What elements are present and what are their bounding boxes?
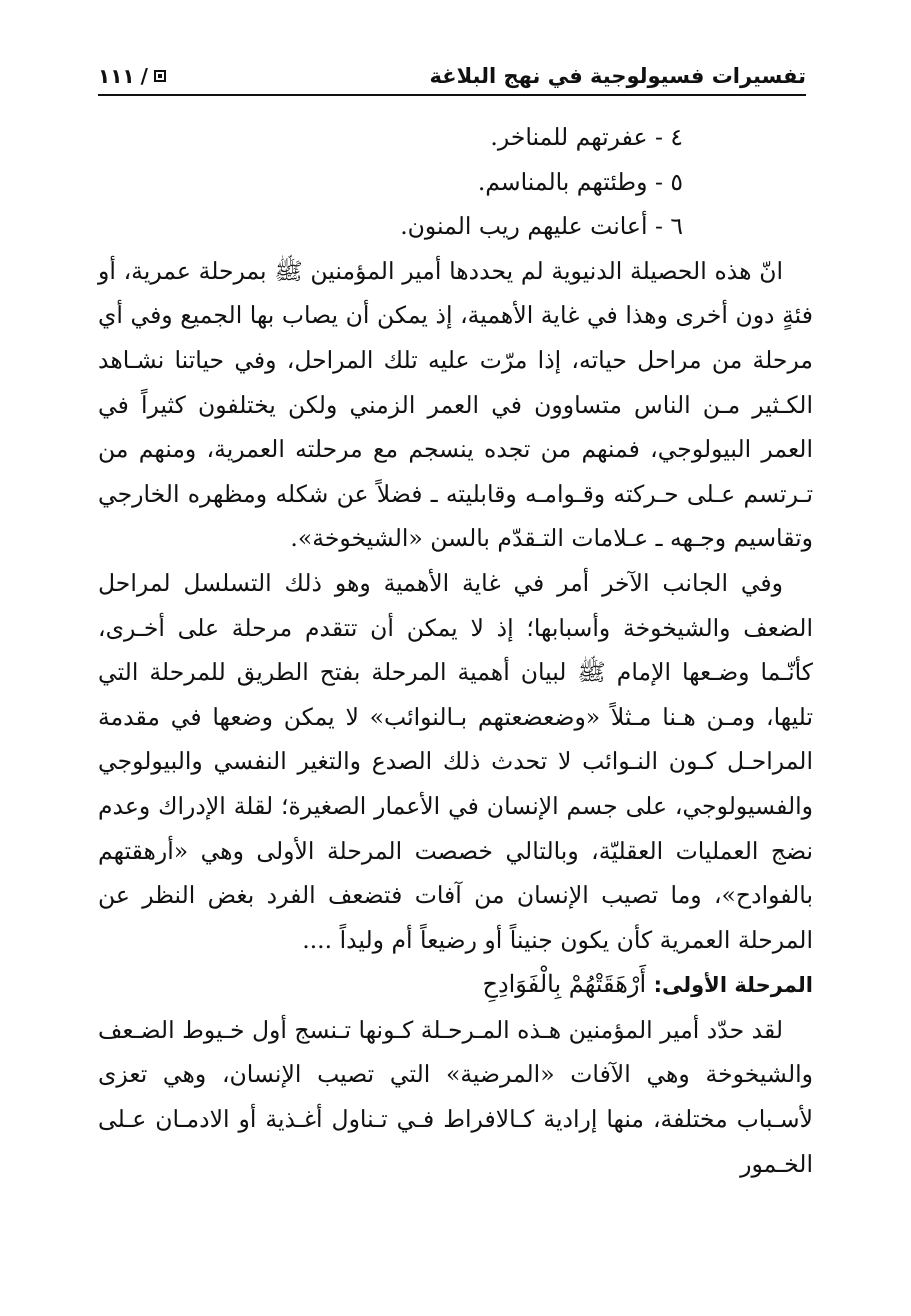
section-heading-label: المرحلة الأولى: xyxy=(653,973,813,998)
page-header xyxy=(98,38,806,96)
list-item: ٤ - عفرتهم للمناخر. xyxy=(490,123,683,151)
book-icon xyxy=(154,70,166,82)
page-body xyxy=(98,115,813,1186)
paragraph-1: انّ هذه الحصيلة الدنيوية لم يحددها أمير المؤمنين ﷺ بمرحلة عمرية، أو فئةٍ دون أخرى وهذا في غاية الأهمية، إذ يمكن أن يصاب بها الجميع وفي أي مرحلة من مراحل حياته، إذا مرّت عليه تلك المراحل، وفي حياتنا نشـاهد الكـثير مـن الناس متساوون في العمر الزمني ولكن يختلفون كثيراً في العمر البيولوجي، فمنهم من تجده ينسجم مع مرحلته العمرية، ومنهم من تـرتسم عـلى حـركته وقـوامـه وقابليته ـ فضلاً عن شكله ومظهره الخارجي وتقاسيم وجـهه ـ عـلامات التـقدّم بالسن «الشيخوخة». xyxy=(98,256,813,553)
page-number-group xyxy=(98,64,166,88)
section-heading-quote: أَرْهَقَتْهُمْ بِالْفَوَادِحِ xyxy=(482,970,647,999)
page-number: ١١١ xyxy=(98,64,135,88)
paragraph-2: وفي الجانب الآخر أمر في غاية الأهمية وهو ذلك التسلسل لمراحل الضعف والشيخوخة وأسبابها؛ إذ لا يمكن أن تتقدم مرحلة على أخـرى، كأنّـما وضـعها الإمام ﷺ لبيان أهمية المرحلة بفتح الطريق للمرحلة التي تليها، ومـن هـنا مـثلاً «وضعضعتهم بـالنوائب» لا يمكن وضعها في مقدمة المراحـل كـون النـوائب لا تحدث ذلك الصدع والتغير النفسي والبيولوجي والفسيولوجي، على جسم الإنسان في الأعمار الصغيرة؛ لقلة الإدراك وعدم نضج العمليات العقليّة، وبالتالي خصصت المرحلة الأولى وهي «أرهقتهم بالفوادح»، وما تصيب الإنسان من آفات فتضعف الفرد بغض النظر عن المرحلة العمرية كأن يكون جنيناً أو رضيعاً أم وليداً .... xyxy=(98,568,813,954)
list-item: ٥ - وطئتهم بالمناسم. xyxy=(477,167,683,196)
list-item: ٦ - أعانت عليهم ريب المنون. xyxy=(400,212,683,241)
page-number-separator: / xyxy=(140,64,148,88)
running-title: تفسيرات فسيولوجية في نهج البلاغة xyxy=(429,64,806,88)
section-heading xyxy=(98,962,813,1008)
paragraph-3: لقد حدّد أمير المؤمنين هـذه المـرحـلة كـونها تـنسج أول خـيوط الضـعف والشيخوخة وهي الآفات «المرضية» التي تصيب الإنسان، وهي تعزى لأسـباب مختلفة، منها إرادية كـالافراط فـي تـناول أغـذية أو الادمـان عـلى الخـمور xyxy=(98,1015,813,1178)
